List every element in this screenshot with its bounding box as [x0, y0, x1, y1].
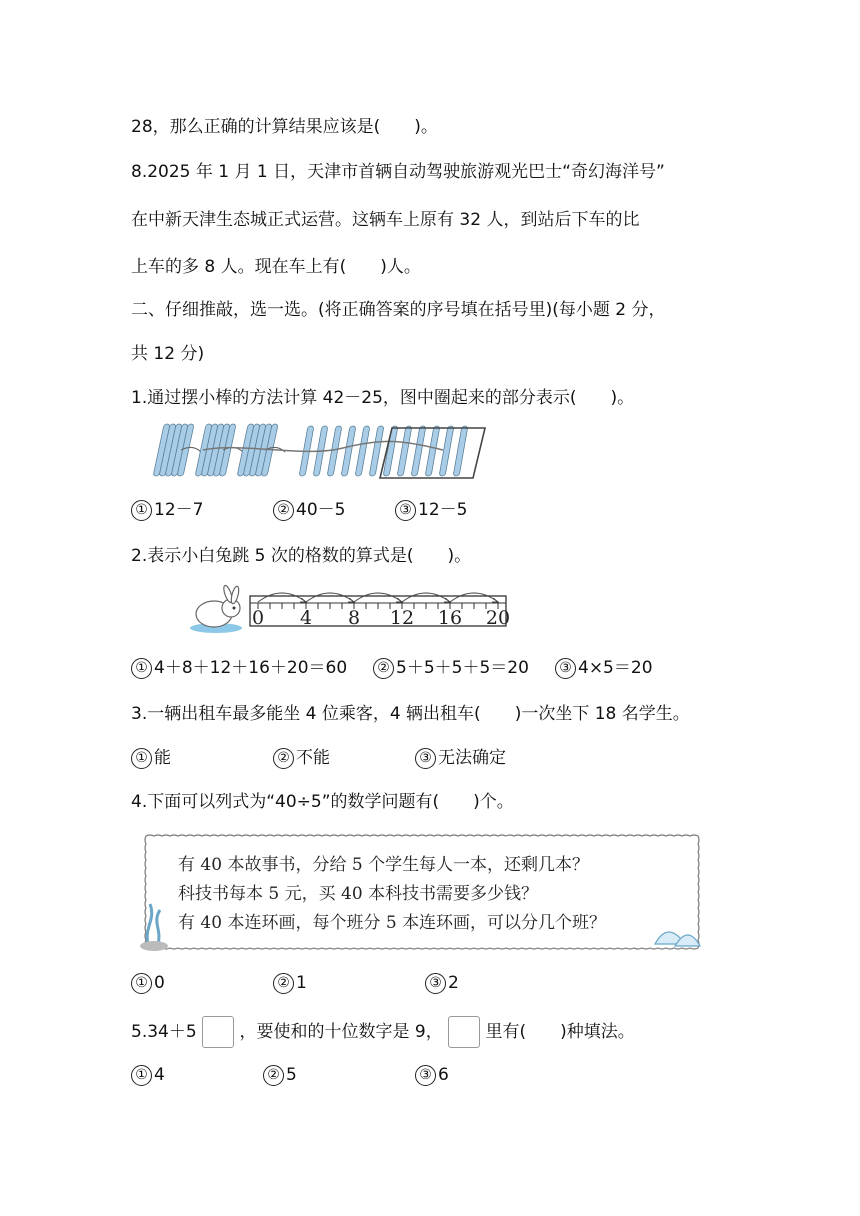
q4-option-3[interactable]: ③ 2: [425, 971, 459, 995]
q4-option-2[interactable]: ② 1: [273, 971, 307, 995]
question-2-text: 2.表示小白兔跳 5 次的格数的算式是( )。: [131, 546, 472, 566]
single-stick: [411, 426, 426, 476]
answer-box-2[interactable]: [448, 1016, 480, 1048]
question-3-text: 3.一辆出租车最多能坐 4 位乘客，4 辆出租车( )一次坐下 18 名学生。: [131, 704, 690, 724]
q4-option-1[interactable]: ① 0: [131, 971, 165, 995]
q1-option-3[interactable]: ③ 12－5: [395, 498, 467, 522]
q5-option-3[interactable]: ③ 6: [415, 1063, 449, 1087]
single-stick: [439, 426, 454, 476]
q3-option-2[interactable]: ② 不能: [273, 746, 330, 770]
single-stick: [341, 426, 356, 476]
number-line-label: 8: [347, 607, 361, 629]
stick-bundle-1: [153, 424, 201, 476]
q2-option-1[interactable]: ① 4＋8＋12＋16＋20＝60: [131, 656, 347, 680]
q2-option-2[interactable]: ② 5＋5＋5＋5＝20: [373, 656, 529, 680]
number-line-label: 16: [437, 607, 463, 629]
jump-arc: [450, 593, 498, 602]
problem-line-1: 有 40 本故事书，分给 5 个学生每人一本，还剩几本？: [178, 855, 590, 875]
bunny-illustration: [188, 586, 248, 636]
q1-option-2[interactable]: ② 40－5: [273, 498, 345, 522]
number-line-label: 12: [389, 607, 415, 629]
number-line-label: 4: [299, 607, 313, 629]
number-line-label: 20: [485, 607, 511, 629]
single-stick: [397, 426, 412, 476]
single-stick: [425, 426, 440, 476]
problem-box: [140, 832, 700, 954]
question-8-line-2: 在中新天津生态城正式运营。这辆车上原有 32 人，到站后下车的比: [131, 210, 640, 230]
stick-bundle-2: [195, 424, 243, 476]
q5-option-2[interactable]: ② 5: [263, 1063, 297, 1087]
problem-line-3: 有 40 本连环画，每个班分 5 本连环画，可以分几个班？: [178, 913, 607, 933]
q5-option-1[interactable]: ① 4: [131, 1063, 165, 1087]
problem-line-2: 科技书每本 5 元，买 40 本科技书需要多少钱？: [178, 884, 539, 904]
section-2-heading-cont: 共 12 分): [131, 344, 205, 364]
single-stick: [355, 426, 370, 476]
answer-box-1[interactable]: [202, 1016, 234, 1048]
section-2-heading: 二、仔细推敲，选一选。(将正确答案的序号填在括号里)(每小题 2 分，: [131, 300, 666, 320]
question-8-line-1: 8.2025 年 1 月 1 日，天津市首辆自动驾驶旅游观光巴士“奇幻海洋号”: [131, 162, 665, 182]
jump-arc: [258, 593, 306, 602]
q2-option-3[interactable]: ③ 4×5＝20: [555, 656, 653, 680]
jump-arc: [402, 593, 450, 602]
sticks-figure: [163, 420, 493, 482]
jump-arc: [306, 593, 354, 602]
question-8-line-3: 上车的多 8 人。现在车上有( )人。: [131, 257, 421, 277]
question-4-text: 4.下面可以列式为“40÷5”的数学问题有( )个。: [131, 792, 514, 812]
q3-option-3[interactable]: ③ 无法确定: [415, 746, 506, 770]
question-5-text: 5.34＋5 ，要使和的十位数字是 9， 里有( )种填法。: [131, 1016, 635, 1048]
q3-option-1[interactable]: ① 能: [131, 746, 171, 770]
jump-arc: [354, 593, 402, 602]
single-stick: [453, 426, 468, 476]
text-line-1: 28，那么正确的计算结果应该是( )。: [131, 117, 438, 137]
number-line-label: 0: [251, 607, 265, 629]
question-1-text: 1.通过摆小棒的方法计算 42－25，图中圈起来的部分表示( )。: [131, 388, 635, 408]
q1-option-1[interactable]: ① 12－7: [131, 498, 203, 522]
number-line: [250, 590, 510, 630]
